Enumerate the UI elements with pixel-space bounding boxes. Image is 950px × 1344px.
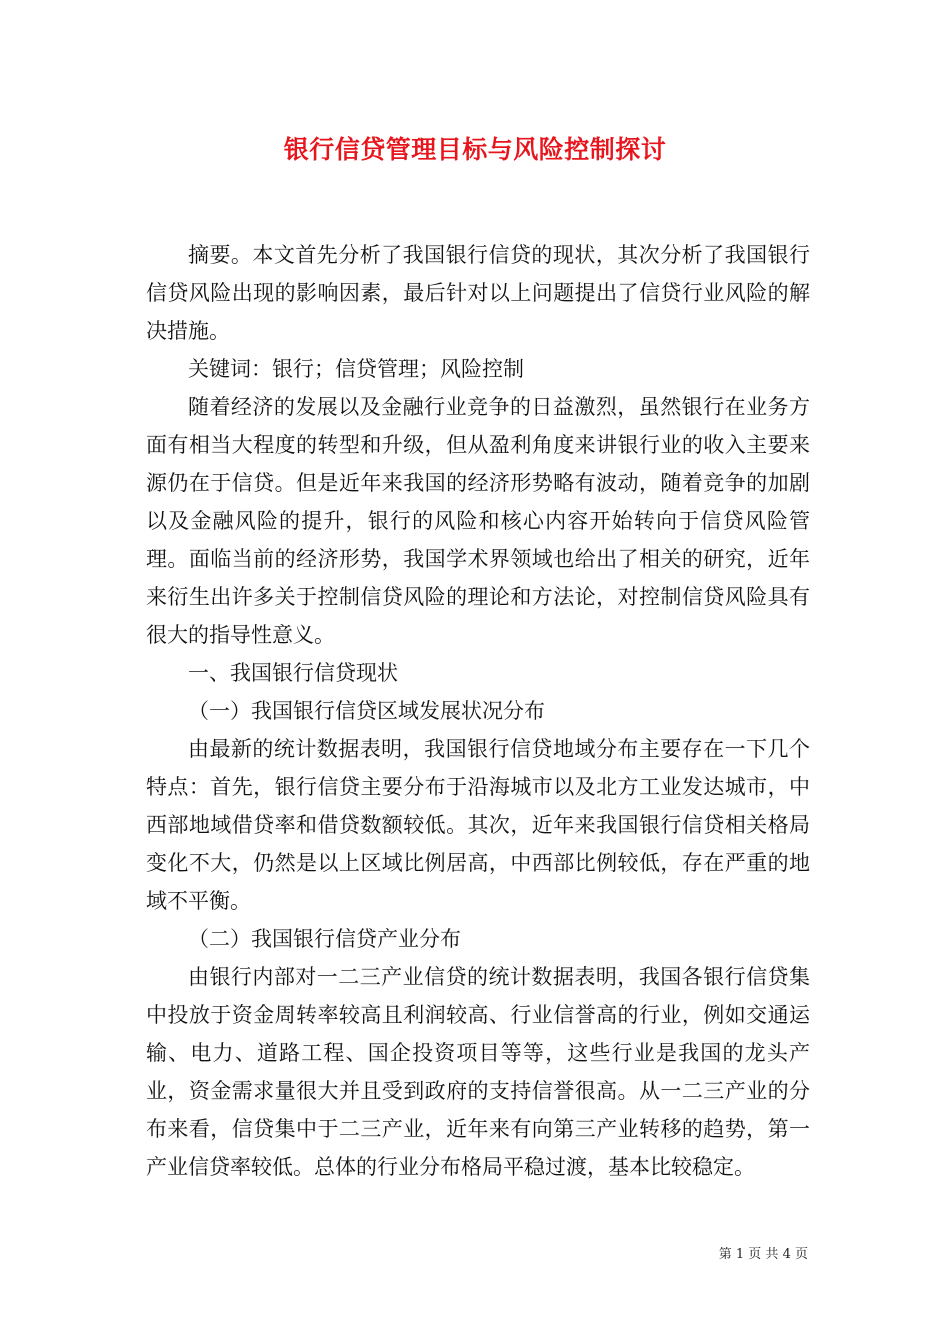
industry-distribution-paragraph: 由银行内部对一二三产业信贷的统计数据表明，我国各银行信贷集中投放于资金周转率较高且利润较高、行业信誉高的行业，例如交通运输、电力、道路工程、国企投资项目等等，这些行业是我国的龙头产业，资金需求量很大并且受到政府的支持信誉很高。从一二三产业的分布来看，信贷集中于二三产业，近年来有向第三产业转移的趋势，第一产业信贷率较低。总体的行业分布格局平稳过渡，基本比较稳定。	[146, 965, 810, 1179]
intro-paragraph: 随着经济的发展以及金融行业竞争的日益激烈，虽然银行在业务方面有相当大程度的转型和升级，但从盈利角度来讲银行业的收入主要来源仍在于信贷。但是近年来我国的经济形势略有波动，随着竞争的加剧以及金融风险的提升，银行的风险和核心内容开始转向于信贷风险管理。面临当前的经济形势，我国学术界领域也给出了相关的研究，近年来衍生出许多关于控制信贷风险的理论和方法论，对控制信贷风险具有很大的指导性意义。	[146, 395, 810, 647]
footer-suffix: 页	[794, 1247, 808, 1262]
keywords-paragraph: 关键词：银行；信贷管理；风险控制	[188, 357, 524, 381]
regional-distribution-paragraph: 由最新的统计数据表明，我国银行信贷地域分布主要存在一下几个特点：首先，银行信贷主要分布于沿海城市以及北方工业发达城市，中西部地域借贷率和借贷数额较低。其次，近年来我国银行信贷相关格局变化不大，仍然是以上区域比例居高，中西部比例较低，存在严重的地域不平衡。	[146, 737, 810, 913]
subsection-heading: （二）我国银行信贷产业分布	[188, 927, 461, 951]
abstract-paragraph: 摘要。本文首先分析了我国银行信贷的现状，其次分析了我国银行信贷风险出现的影响因素，最后针对以上问题提出了信贷行业风险的解决措施。	[146, 243, 810, 343]
page-number-footer	[719, 1246, 808, 1264]
total-pages-number: 4	[782, 1247, 791, 1262]
current-page-number: 1	[735, 1247, 745, 1262]
footer-prefix: 第	[718, 1247, 732, 1262]
section-heading: 一、我国银行信贷现状	[188, 661, 398, 685]
subsection-heading: （一）我国银行信贷区域发展状况分布	[188, 699, 545, 723]
footer-middle: 页 共	[748, 1247, 779, 1262]
document-title: 银行信贷管理目标与风险控制探讨	[283, 135, 667, 164]
document-body	[146, 236, 810, 1186]
